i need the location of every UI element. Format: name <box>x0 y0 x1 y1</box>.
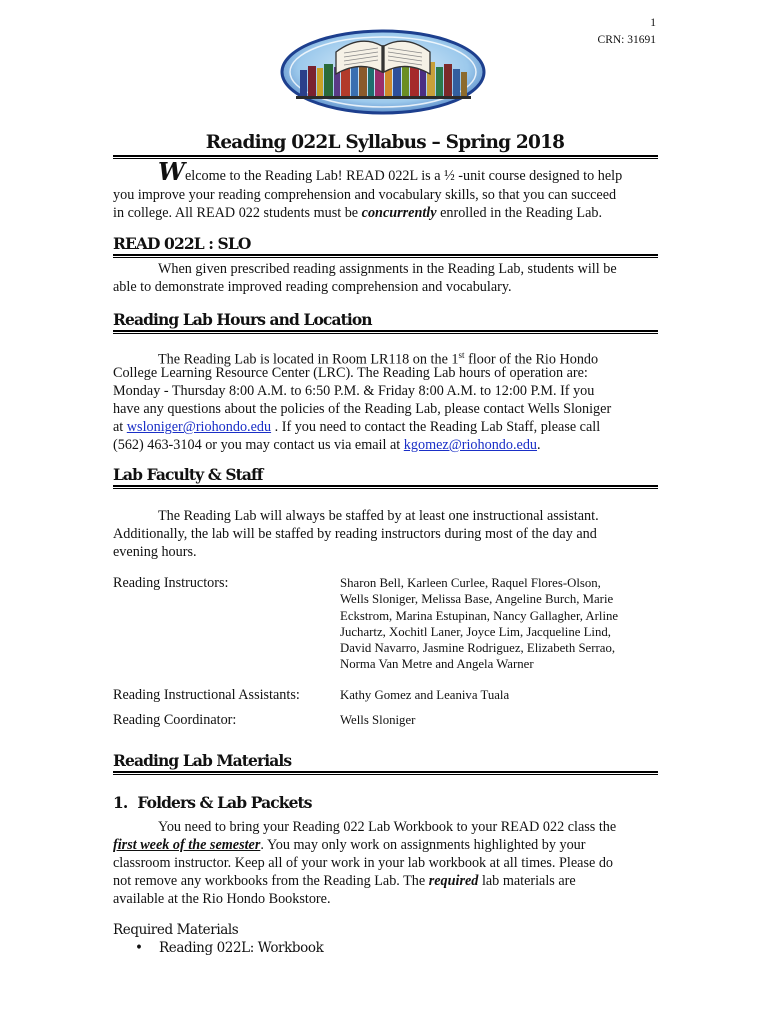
folders-subheading: 1. Folders & Lab Packets <box>113 793 312 812</box>
materials-line-2: first week of the semester. You may only work on assignments highlighted by your <box>113 837 586 853</box>
bullet-icon: • <box>135 940 143 956</box>
assistants-label: Reading Instructional Assistants: <box>113 687 300 703</box>
email-link-kgomez[interactable]: kgomez@riohondo.edu <box>403 437 538 453</box>
intro-line-1: Welcome to the Reading Lab! READ 022L is a ½ -unit course designed to help <box>158 157 623 186</box>
reading-lab-logo <box>278 12 488 118</box>
hours-line-1: The Reading Lab is located in Room LR118 on the 1st floor of the Rio Hondo <box>158 350 599 368</box>
slo-line-1: When given prescribed reading assignments in the Reading Lab, students will be <box>158 261 617 277</box>
materials-line-3: classroom instructor. Keep all of your work in your lab workbook at all times. Please do <box>113 855 614 871</box>
materials-line-4: not remove any workbooks from the Reading Lab. The required lab materials are <box>113 873 576 889</box>
faculty-heading: Lab Faculty & Staff <box>113 465 263 484</box>
crn-label: CRN: 31691 <box>597 34 656 46</box>
assistants-value: Kathy Gomez and Leaniva Tuala <box>340 688 510 702</box>
materials-line-5: available at the Rio Hondo Bookstore. <box>113 891 331 907</box>
slo-divider <box>113 254 658 258</box>
faculty-line-1: The Reading Lab will always be staffed by at least one instructional assistant. <box>158 508 599 524</box>
title-divider <box>113 155 658 159</box>
hours-line-6: (562) 463-3104 or you may contact us via email at kgomez@riohondo.edu. <box>113 437 541 453</box>
coordinator-label: Reading Coordinator: <box>113 712 237 728</box>
hours-divider <box>113 330 658 334</box>
faculty-line-3: evening hours. <box>113 544 197 560</box>
hours-line-5: at wsloniger@riohondo.edu . If you need to contact the Reading Lab Staff, please call <box>113 419 601 435</box>
instructors-label: Reading Instructors: <box>113 575 229 591</box>
page-title: Reading 022L Syllabus – Spring 2018 <box>205 132 565 153</box>
page-number: 1 <box>650 17 656 29</box>
intro-line-3: in college. All READ 022 students must be concurrently enrolled in the Reading Lab. <box>113 205 603 221</box>
required-materials-label: Required Materials <box>113 922 239 938</box>
hours-line-4: have any questions about the policies of the Reading Lab, please contact Wells Sloniger <box>113 401 612 417</box>
materials-divider <box>113 771 658 775</box>
coordinator-value: Wells Sloniger <box>340 713 416 727</box>
hours-line-3: Monday - Thursday 8:00 A.M. to 6:50 P.M. & Friday 8:00 A.M. to 12:00 P.M. If you <box>113 383 595 399</box>
materials-line-1: You need to bring your Reading 022 Lab Workbook to your READ 022 class the <box>158 819 617 835</box>
slo-heading: READ 022L : SLO <box>113 234 251 253</box>
list-item: • Reading 022L: Workbook <box>135 940 324 956</box>
slo-line-2: able to demonstrate improved reading comprehension and vocabulary. <box>113 279 512 295</box>
hours-heading: Reading Lab Hours and Location <box>113 310 372 329</box>
instructors-list: Sharon Bell, Karleen Curlee, Raquel Flores-Olson, Wells Sloniger, Melissa Base, Angeline Burch, Marie Eckstrom, Marina Estupinan, Nancy Gallagher, Arline Juchartz, Xochitl Laner, Joyce Lim, Jacqueline Lind, David Navarro, Jasmine Rodriguez, Elizabeth Serrao, Norma Van Metre and Angela Warner <box>340 576 619 672</box>
faculty-divider <box>113 485 658 489</box>
hours-line-2: College Learning Resource Center (LRC). The Reading Lab hours of operation are: <box>113 365 588 381</box>
email-link-wsloniger[interactable]: wsloniger@riohondo.edu <box>126 419 272 435</box>
materials-heading: Reading Lab Materials <box>113 751 292 770</box>
intro-line-2: you improve your reading comprehension and vocabulary skills, so that you can succeed <box>113 187 617 203</box>
faculty-line-2: Additionally, the lab will be staffed by reading instructors during most of the day and <box>113 526 597 542</box>
dropcap: W <box>158 157 185 186</box>
